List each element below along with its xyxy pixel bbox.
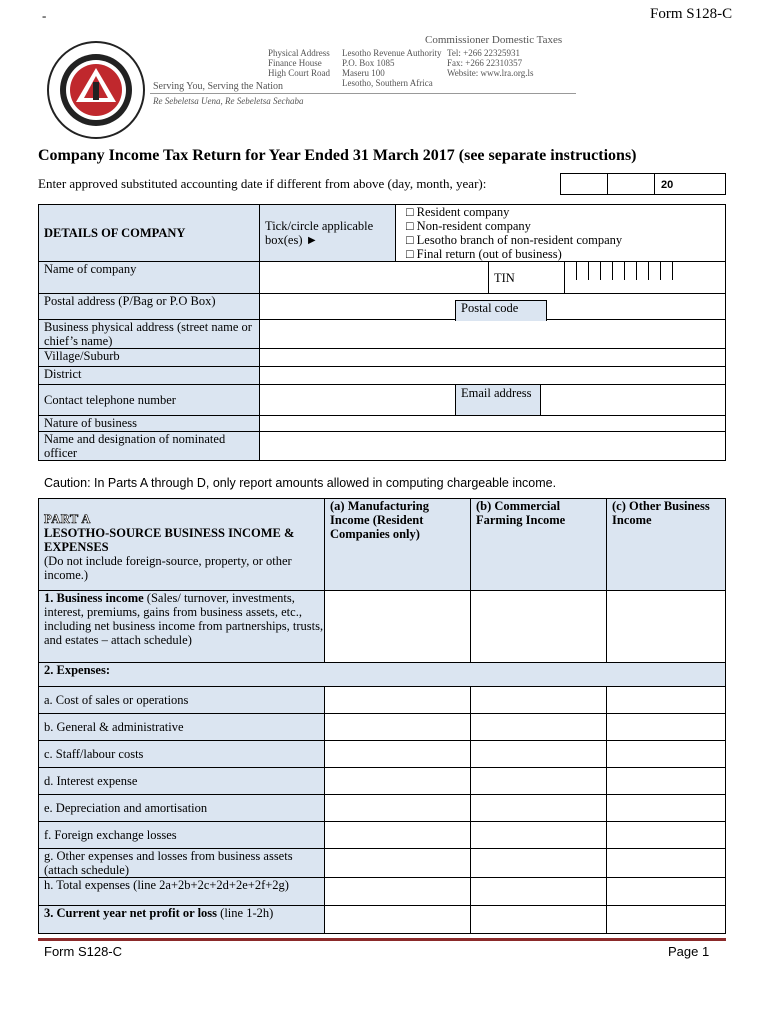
col-a-header: (a) Manufacturing Income (Resident Companies only) <box>325 499 471 591</box>
lra-logo <box>46 40 146 140</box>
expense-b-input[interactable] <box>471 768 607 795</box>
form-id: Form S128-C <box>650 6 733 22</box>
line3-b-input[interactable] <box>471 906 607 934</box>
expense-a-input[interactable] <box>325 795 471 822</box>
header-dash: - <box>42 8 47 23</box>
line2-label: 2. Expenses: <box>39 663 726 687</box>
line1-c-input[interactable] <box>607 591 726 663</box>
name-input[interactable] <box>260 262 565 294</box>
expense-label: g. Other expenses and losses from business assets (attach schedule) <box>39 849 325 878</box>
expense-a-input[interactable] <box>325 741 471 768</box>
option-branch[interactable]: □ Lesotho branch of non-resident company <box>406 233 623 247</box>
line1-a-input[interactable] <box>325 591 471 663</box>
expense-c-input[interactable] <box>607 714 726 741</box>
address-col1: Physical Address Finance House High Court Road <box>268 48 330 78</box>
expense-b-input[interactable] <box>471 687 607 714</box>
tin-boxes[interactable] <box>565 262 726 294</box>
nominated-label: Name and designation of nominated officer <box>39 432 260 461</box>
expense-a-input[interactable] <box>325 878 471 906</box>
expense-b-input[interactable] <box>471 849 607 878</box>
district-input[interactable] <box>260 367 726 385</box>
nominated-input[interactable] <box>260 432 726 461</box>
option-non-resident[interactable]: □ Non-resident company <box>406 219 531 233</box>
address-col2: Lesotho Revenue Authority P.O. Box 1085 Maseru 100 Lesotho, Southern Africa <box>342 48 442 88</box>
expense-b-input[interactable] <box>471 822 607 849</box>
option-final-return[interactable]: □ Final return (out of business) <box>406 247 562 261</box>
expense-b-input[interactable] <box>471 878 607 906</box>
expense-a-input[interactable] <box>325 849 471 878</box>
expense-label: c. Staff/labour costs <box>39 741 325 768</box>
postal-input[interactable] <box>260 294 726 320</box>
physical-label: Business physical address (street name or chief’s name) <box>39 320 260 349</box>
expense-a-input[interactable] <box>325 687 471 714</box>
physical-input[interactable] <box>260 320 726 349</box>
village-label: Village/Suburb <box>39 349 260 367</box>
address-col3: Tel: +266 22325931 Fax: +266 22310357 Website: www.lra.org.ls <box>447 48 534 78</box>
expense-c-input[interactable] <box>607 795 726 822</box>
postal-label: Postal address (P/Bag or P.O Box) <box>39 294 260 320</box>
line3-a-input[interactable] <box>325 906 471 934</box>
line3-label: 3. Current year net profit or loss (line 1-2h) <box>39 906 325 934</box>
village-input[interactable] <box>260 349 726 367</box>
email-label: Email address <box>455 385 541 415</box>
expense-label: a. Cost of sales or operations <box>39 687 325 714</box>
line1-label: 1. Business income (Sales/ turnover, investments, interest, premiums, gains from business assets, etc., including net business income from partnerships, trusts, and estates – attach schedule) <box>39 591 325 663</box>
expense-a-input[interactable] <box>325 822 471 849</box>
expense-a-input[interactable] <box>325 714 471 741</box>
expense-b-input[interactable] <box>471 741 607 768</box>
line3-c-input[interactable] <box>607 906 726 934</box>
caution-text: Caution: In Parts A through D, only report amounts allowed in computing chargeable income. <box>44 476 557 490</box>
col-b-header: (b) Commercial Farming Income <box>471 499 607 591</box>
expense-c-input[interactable] <box>607 822 726 849</box>
name-label: Name of company <box>39 262 260 294</box>
motto: Serving You, Serving the Nation <box>153 81 283 92</box>
date-boxes[interactable] <box>560 173 726 195</box>
page-title: Company Income Tax Return for Year Ended 31 March 2017 (see separate instructions) <box>38 147 637 164</box>
motto-sesotho: Re Sebeletsa Uena, Re Sebeletsa Sechaba <box>153 96 304 106</box>
phone-input[interactable] <box>260 385 726 416</box>
expense-b-input[interactable] <box>471 714 607 741</box>
district-label: District <box>39 367 260 385</box>
expense-a-input[interactable] <box>325 768 471 795</box>
part-a-table <box>38 498 726 934</box>
nature-input[interactable] <box>260 416 726 432</box>
tin-label: TIN <box>494 271 515 285</box>
expense-c-input[interactable] <box>607 741 726 768</box>
expense-label: h. Total expenses (line 2a+2b+2c+2d+2e+2f+2g) <box>39 878 325 906</box>
option-resident[interactable]: □ Resident company <box>406 205 510 219</box>
header-divider <box>150 93 576 94</box>
expense-label: b. General & administrative <box>39 714 325 741</box>
expense-c-input[interactable] <box>607 687 726 714</box>
expense-label: d. Interest expense <box>39 768 325 795</box>
company-details-table <box>38 204 726 461</box>
expense-c-input[interactable] <box>607 878 726 906</box>
year-prefix: 20 <box>661 179 674 191</box>
footer-form: Form S128-C <box>44 944 123 959</box>
part-a-label: PART A <box>44 512 91 526</box>
expense-b-input[interactable] <box>471 795 607 822</box>
col-c-header: (c) Other Business Income <box>607 499 726 591</box>
date-label: Enter approved substituted accounting date if different from above (day, month, year): <box>38 176 487 191</box>
expense-label: e. Depreciation and amortisation <box>39 795 325 822</box>
phone-label: Contact telephone number <box>39 385 260 416</box>
part-a-heading: LESOTHO-SOURCE BUSINESS INCOME & EXPENSES <box>44 526 295 554</box>
expense-label: f. Foreign exchange losses <box>39 822 325 849</box>
nature-label: Nature of business <box>39 416 260 432</box>
footer-page: Page 1 <box>668 944 710 959</box>
postal-code-label: Postal code <box>455 300 547 321</box>
footer-rule <box>38 938 726 941</box>
company-heading: DETAILS OF COMPANY <box>39 205 260 262</box>
part-a-note: (Do not include foreign-source, property, or other income.) <box>44 554 292 582</box>
department: Commissioner Domestic Taxes <box>425 34 563 46</box>
tick-label: Tick/circle applicable box(es) ► <box>260 205 396 262</box>
line1-b-input[interactable] <box>471 591 607 663</box>
expense-c-input[interactable] <box>607 849 726 878</box>
expense-c-input[interactable] <box>607 768 726 795</box>
